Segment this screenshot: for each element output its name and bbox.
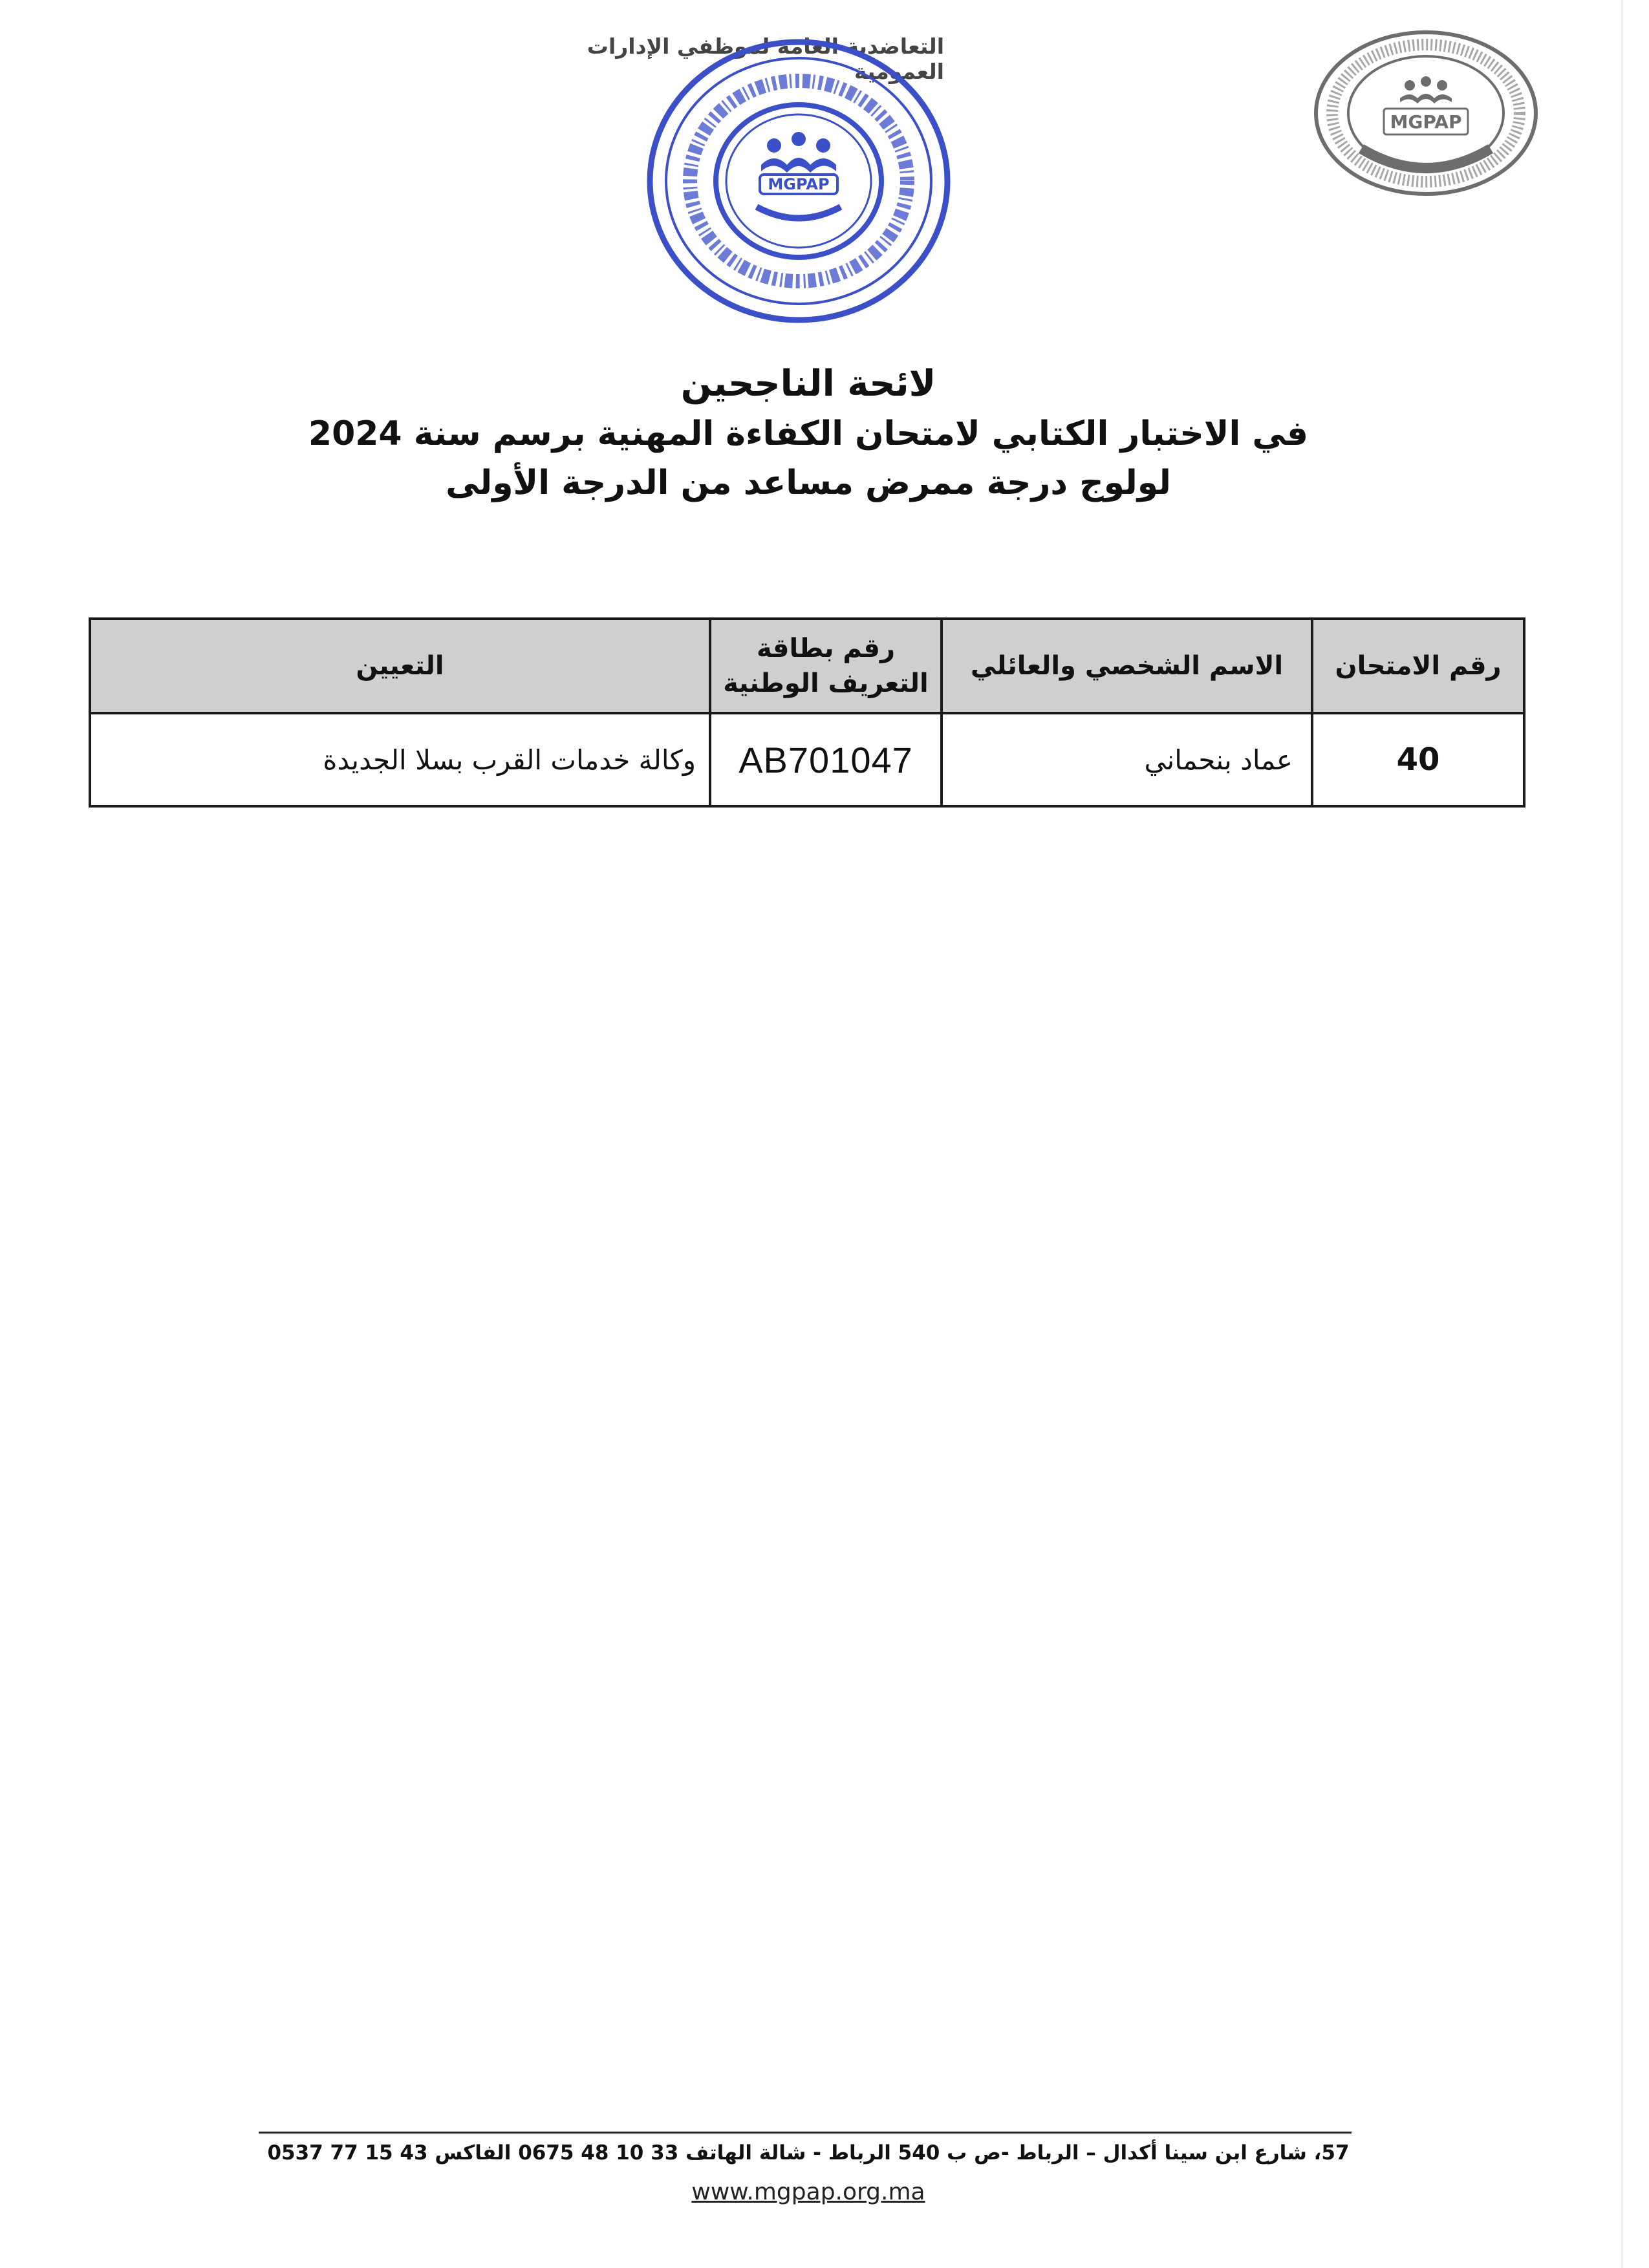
results-table — [89, 617, 1525, 808]
organization-name: التعاضدية العامة لموظفي الإدارات العمومية — [587, 34, 944, 84]
footer-website-link[interactable]: www.mgpap.org.ma — [691, 2179, 925, 2205]
header-exam-number: رقم الامتحان — [1312, 619, 1524, 713]
logo-label: MGPAP — [1390, 111, 1462, 133]
header-assignment: التعيين — [90, 619, 710, 713]
header-full-name: الاسم الشخصي والعائلي — [942, 619, 1312, 713]
cell-full-name: عماد بنحماني — [942, 713, 1312, 806]
stamp-label: MGPAP — [768, 175, 830, 193]
footer-divider — [259, 2132, 1352, 2134]
header-cin-line1: رقم بطاقة — [757, 634, 895, 663]
cell-exam-number: 40 — [1312, 713, 1524, 806]
scan-edge-shadow — [1621, 0, 1623, 2268]
official-stamp-icon — [637, 36, 960, 339]
header-cin-line2: التعريف الوطنية — [723, 669, 929, 698]
cell-assignment: وكالة خدمات القرب بسلا الجديدة — [90, 713, 710, 806]
document-titles — [194, 359, 1423, 508]
header-cin — [710, 619, 942, 713]
table-row — [90, 713, 1524, 806]
title-main: لائحة الناجحين — [680, 363, 936, 405]
cell-cin: AB701047 — [710, 713, 942, 806]
footer-address: 57، شارع ابن سينا أكدال – الرباط -ص ب 540 الرباط - شالة الهاتف 33 10 48 0675 الفاكس 43 15 77 0537 — [267, 2141, 1350, 2165]
table-header-row — [90, 619, 1524, 713]
mgpap-logo-icon — [1306, 26, 1546, 200]
title-exam-line: في الاختبار الكتابي لامتحان الكفاءة المهنية برسم سنة 2024 — [308, 414, 1309, 453]
title-grade-line: لولوج درجة ممرض مساعد من الدرجة الأولى — [446, 464, 1171, 502]
